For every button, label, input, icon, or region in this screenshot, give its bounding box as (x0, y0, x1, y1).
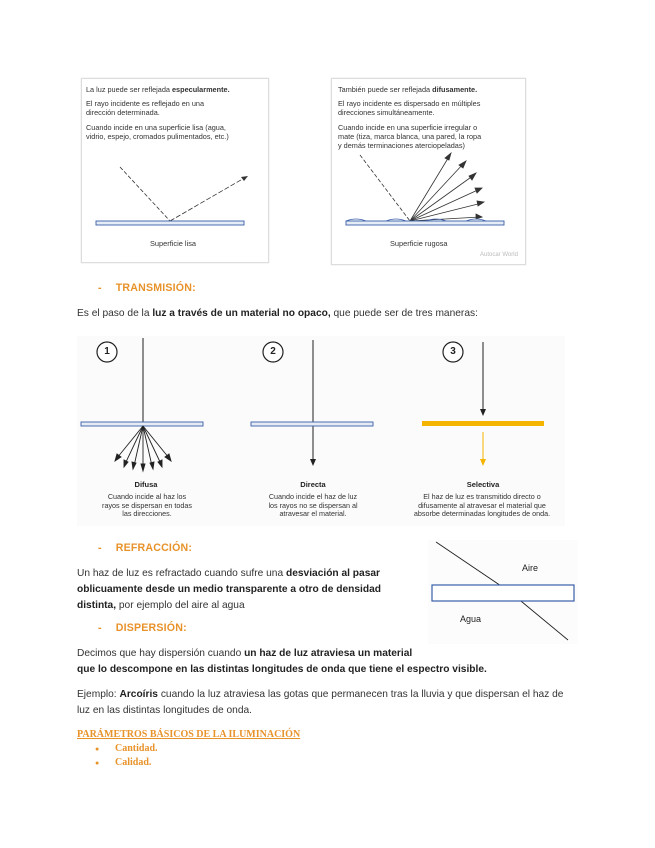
dispersion-example: Ejemplo: Arcoíris cuando la luz atraviesa las gotas que permanecen tras la lluvia y que dispersan el haz de luz en las distintas longitudes de onda. (77, 689, 564, 716)
diffuse-reflection-figure (331, 78, 526, 265)
watermark: Autocar World (480, 252, 518, 258)
diffuse-reflection-diagram (332, 151, 525, 241)
dispersion-heading: - DISPERSIÓN: (98, 622, 187, 634)
type-desc-difusa: Cuando incide al haz los rayos se dispersan en todas las direcciones. (102, 492, 192, 519)
air-label: Aire (522, 563, 539, 573)
specular-reflection-figure (81, 78, 269, 263)
specular-reflection-diagram (82, 159, 268, 239)
water-label: Agua (460, 614, 482, 624)
param-item: ● Calidad. (95, 757, 152, 768)
transmision-intro: Es el paso de la luz a través de un material no opaco, que puede ser de tres maneras: (77, 308, 478, 319)
dispersion-paragraph: Decimos que hay dispersión cuando un haz de luz atraviesa un material que lo descompone en las distintas longitudes de onda que tiene el espectro visible. (77, 648, 487, 675)
type-title-difusa: Difusa (134, 480, 158, 489)
transmision-heading: - TRANSMISIÓN: (98, 282, 196, 294)
refraccion-heading: - REFRACCIÓN: (98, 542, 193, 554)
refraction-figure (428, 540, 578, 644)
specular-text: La luz puede ser reflejada especularmente. El rayo incidente es reflejado en una dirección determinada. Cuando incide en una superficie lisa (agua, vidrio, espejo, cromados pulimentados, etc.) (86, 85, 230, 141)
number-1: 1 (104, 346, 110, 357)
diffuse-text: También puede ser reflejada difusamente. El rayo incidente es dispersado en múltiples direcciones simultáneamente. Cuando incide en una superficie irregular o mate (tiza, marca blanca, una pared, la ropa y demás terminaciones aterciopeladas) (338, 85, 482, 151)
transmission-types-figure (77, 336, 565, 526)
diffuse-caption: Superficie rugosa (390, 239, 448, 248)
type-title-selectiva: Selectiva (466, 480, 500, 489)
specular-caption: Superficie lisa (150, 239, 197, 248)
type-desc-selectiva: El haz de luz es transmitido directo o difusamente al atravesar el material que absorbe determinadas longitudes de onda. (413, 492, 551, 519)
number-2: 2 (270, 346, 276, 357)
type-desc-directa: Cuando incide el haz de luz los rayos no se dispersan al atravesar el material. (268, 492, 358, 519)
refraccion-paragraph: Un haz de luz es refractado cuando sufre una desviación al pasar oblicuamente desde un medio transparente a otro de densidad distinta, por ejemplo del aire al agua (77, 568, 381, 611)
refraction-diagram (428, 540, 578, 644)
param-item: ● Cantidad. (95, 743, 158, 754)
number-3: 3 (450, 346, 456, 357)
parametros-title: PARÁMETROS BÁSICOS DE LA ILUMINACIÓN (77, 729, 301, 740)
type-title-directa: Directa (300, 480, 326, 489)
